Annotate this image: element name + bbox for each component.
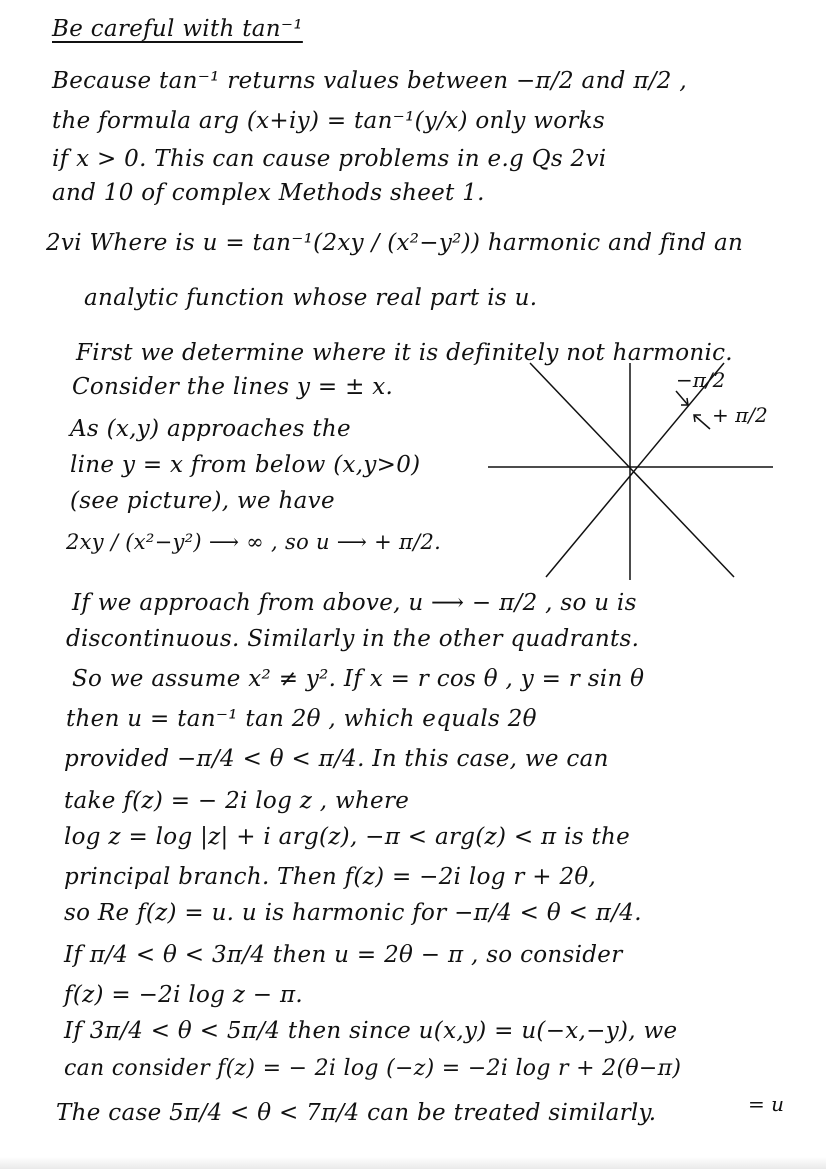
notes-title: Be careful with tan⁻¹: [52, 16, 303, 42]
line-y-equals-x: [546, 363, 724, 577]
body-line-then-u: then u = tan⁻¹ tan 2θ , which equals 2θ: [66, 706, 537, 732]
body-line-re-f: so Re f(z) = u. u is harmonic for −π/4 < θ < π/4.: [64, 900, 642, 926]
para1-line4: and 10 of complex Methods sheet 1.: [52, 180, 485, 206]
body-line-see-picture: (see picture), we have: [70, 488, 335, 514]
annotation-equals-u: = u: [748, 1092, 784, 1116]
body-line-discontinuous: discontinuous. Similarly in the other quadrants.: [66, 626, 640, 652]
body-line-f-case-2: f(z) = −2i log z − π.: [64, 982, 304, 1008]
line-y-equals-minus-x: [530, 363, 734, 577]
body-line-consider-lines: Consider the lines y = ± x.: [72, 374, 394, 400]
para1-line3: if x > 0. This can cause problems in e.g Qs 2vi: [52, 146, 607, 172]
body-line-log-def: log z = log |z| + i arg(z), −π < arg(z) < π is the: [64, 824, 631, 850]
page-bottom-edge: [0, 1157, 826, 1169]
q2vi-line1: 2vi Where is u = tan⁻¹(2xy / (x²−y²)) harmonic and find an: [46, 230, 744, 256]
body-line-approach-above: If we approach from above, u ⟶ − π/2 , so u is: [72, 590, 637, 616]
diagram-plus-pi-over-2-label: + π/2: [712, 403, 768, 427]
para1-line2: the formula arg (x+iy) = tan⁻¹(y/x) only works: [52, 108, 605, 134]
q2vi-line2: analytic function whose real part is u.: [84, 285, 538, 311]
body-line-case-2: If π/4 < θ < 3π/4 then u = 2θ − π , so consider: [64, 942, 623, 968]
body-line-approaches: As (x,y) approaches the: [70, 416, 351, 442]
body-line-provided: provided −π/4 < θ < π/4. In this case, we can: [64, 746, 609, 772]
body-line-principal-branch: principal branch. Then f(z) = −2i log r + 2θ,: [64, 864, 597, 890]
arrow-from-above-icon: [676, 391, 688, 405]
body-line-from-below: line y = x from below (x,y>0): [70, 452, 421, 478]
body-line-limit: 2xy / (x²−y²) ⟶ ∞ , so u ⟶ + π/2.: [66, 530, 442, 554]
body-line-not-harmonic: First we determine where it is definitely not harmonic.: [76, 340, 733, 366]
diagram-minus-pi-over-2-label: −π/2: [676, 368, 726, 392]
arrow-from-below-icon: [694, 415, 710, 429]
body-line-case-4: The case 5π/4 < θ < 7π/4 can be treated similarly.: [56, 1100, 657, 1126]
body-line-case-3: If 3π/4 < θ < 5π/4 then since u(x,y) = u(−x,−y), we: [64, 1018, 678, 1044]
axes-diagram: [488, 355, 778, 585]
body-line-f-case-3: can consider f(z) = − 2i log (−z) = −2i log r + 2(θ−π): [64, 1056, 682, 1081]
para1-line1: Because tan⁻¹ returns values between −π/2 and π/2 ,: [52, 68, 687, 94]
body-line-assume: So we assume x² ≠ y². If x = r cos θ , y = r sin θ: [72, 666, 645, 692]
body-line-take-f: take f(z) = − 2i log z , where: [64, 788, 410, 814]
